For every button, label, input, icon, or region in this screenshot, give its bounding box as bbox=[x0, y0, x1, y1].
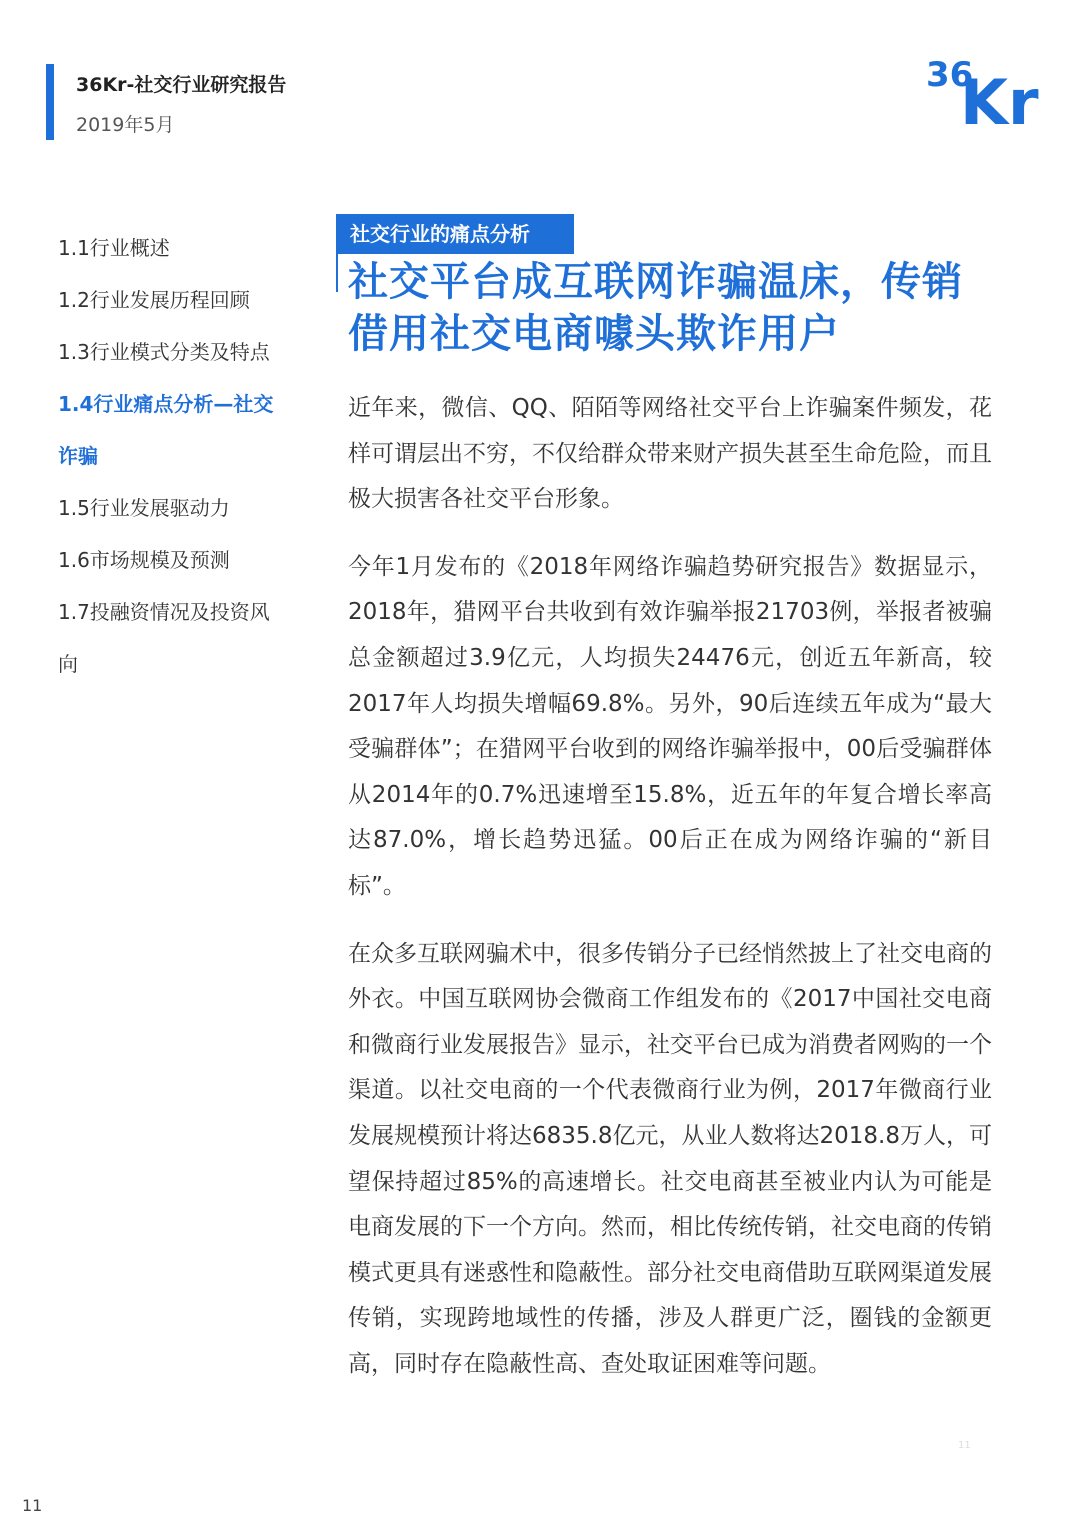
logo-text-36: 36 bbox=[926, 55, 974, 95]
toc-item-1-3[interactable]: 1.3行业模式分类及特点 bbox=[58, 340, 270, 364]
header-accent-bar bbox=[46, 64, 54, 140]
page-headline: 社交平台成互联网诈骗温床，传销借用社交电商噱头欺诈用户 bbox=[348, 259, 963, 357]
toc-item-1-5[interactable]: 1.5行业发展驱动力 bbox=[58, 496, 230, 520]
paragraph-3: 在众多互联网骗术中，很多传销分子已经悄然披上了社交电商的外衣。中国互联网协会微商工作组发布的《2017中国社交电商和微商行业发展报告》显示，社交平台已成为消费者网购的一个渠道。以社交电商的一个代表微商行业为例，2017年微商行业发展规模预计将达6835.8亿元，从业人数将达2018.8万人，可望保持超过85%的高速增长。社交电商甚至被业内认为可能是电商发展的下一个方向。然而，相比传统传销，社交电商的传销模式更具有迷惑性和隐蔽性。部分社交电商借助互联网渠道发展传销，实现跨地域性的传播，涉及人群更广泛，圈钱的金额更高，同时存在隐蔽性高、查处取证困难等问题。 bbox=[348, 940, 992, 1377]
toc-item-1-2[interactable]: 1.2行业发展历程回顾 bbox=[58, 288, 250, 312]
article-body bbox=[348, 386, 992, 1409]
table-of-contents bbox=[58, 222, 298, 690]
36kr-logo bbox=[924, 54, 1040, 128]
faint-page-mark: 11 bbox=[958, 1440, 971, 1451]
section-tag: 社交行业的痛点分析 bbox=[338, 214, 574, 254]
logo-text-kr: Kr bbox=[960, 66, 1039, 128]
report-date: 2019年5月 bbox=[76, 114, 175, 136]
toc-item-1-7[interactable]: 1.7投融资情况及投资风 bbox=[58, 600, 270, 624]
toc-item-1-6[interactable]: 1.6市场规模及预测 bbox=[58, 548, 230, 572]
toc-item-1-4-active-cont[interactable]: 诈骗 bbox=[58, 444, 98, 468]
toc-item-1-1[interactable]: 1.1行业概述 bbox=[58, 236, 170, 260]
page-number: 11 bbox=[22, 1496, 43, 1515]
report-title: 36Kr-社交行业研究报告 bbox=[76, 74, 287, 96]
paragraph-2: 今年1月发布的《2018年网络诈骗趋势研究报告》数据显示，2018年，猎网平台共收到有效诈骗举报21703例，举报者被骗总金额超过3.9亿元，人均损失24476元，创近五年新高，较2017年人均损失增幅69.8%。另外，90后连续五年成为“最大受骗群体”；在猎网平台收到的网络诈骗举报中，00后受骗群体从2014年的0.7%迅速增至15.8%，近五年的年复合增长率高达87.0%，增长趋势迅猛。00后正在成为网络诈骗的“新目标”。 bbox=[348, 553, 992, 899]
paragraph-1: 近年来，微信、QQ、陌陌等网络社交平台上诈骗案件频发，花样可谓层出不穷，不仅给群众带来财产损失甚至生命危险，而且极大损害各社交平台形象。 bbox=[348, 395, 992, 513]
toc-item-1-7-cont[interactable]: 向 bbox=[58, 652, 78, 676]
toc-item-1-4-active[interactable]: 1.4行业痛点分析—社交 bbox=[58, 392, 274, 416]
